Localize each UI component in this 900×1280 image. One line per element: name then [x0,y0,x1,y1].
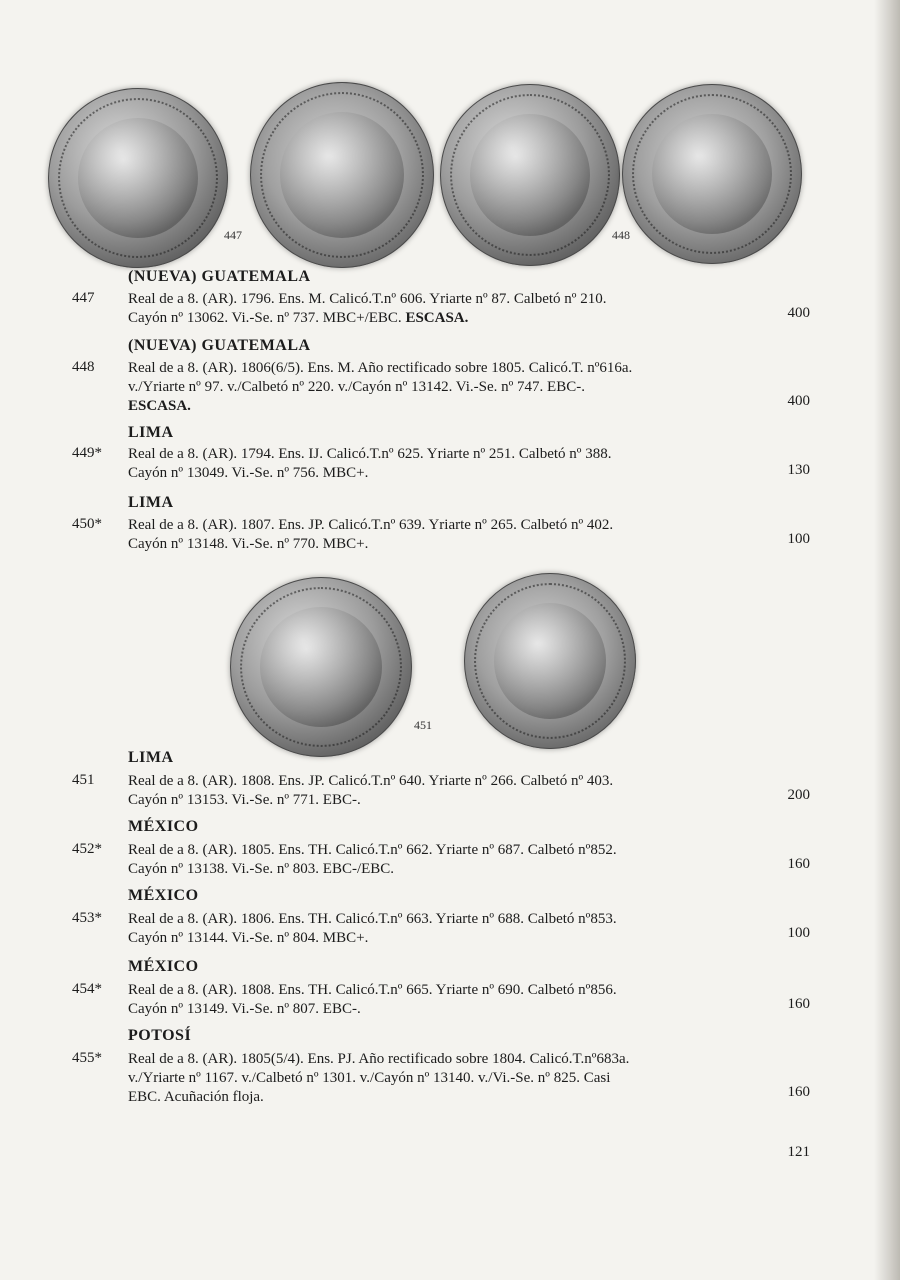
lot-description-line: Real de a 8. (AR). 1806. Ens. TH. Calicó.T.nº 663. Yriarte nº 688. Calbetó nº853. [128,911,617,927]
coin-451-reverse [464,573,636,749]
lot-heading: LIMA [128,494,174,511]
lot-description-line: Cayón nº 13062. Vi.-Se. nº 737. MBC+/EBC. [128,310,402,326]
lot-number: 452* [72,841,102,857]
lot-price: 100 [787,531,810,547]
lot-number: 447 [72,290,95,306]
lot-number: 450* [72,516,102,532]
lot-number: 454* [72,981,102,997]
lot-price: 160 [787,996,810,1012]
lot-description-line: Real de a 8. (AR). 1794. Ens. IJ. Calicó.T.nº 625. Yriarte nº 251. Calbetó nº 388. [128,446,612,462]
lot-description-line: Real de a 8. (AR). 1805(5/4). Ens. PJ. Año rectificado sobre 1804. Calicó.T.nº683a. [128,1051,630,1067]
lot-description-line: Real de a 8. (AR). 1808. Ens. JP. Calicó.T.nº 640. Yriarte nº 266. Calbetó nº 403. [128,773,614,789]
lot-number: 453* [72,910,102,926]
lot-description-line: Real de a 8. (AR). 1806(6/5). Ens. M. Año rectificado sobre 1805. Calicó.T. nº616a. [128,360,633,376]
lot-number: 449* [72,445,102,461]
coin-label-447: 447 [224,228,242,242]
lot-heading: (NUEVA) GUATEMALA [128,337,311,354]
lot-description-line: EBC. Acuñación floja. [128,1089,264,1105]
lot-description-line: Cayón nº 13153. Vi.-Se. nº 771. EBC-. [128,792,361,808]
lot-heading: MÉXICO [128,887,199,904]
page-edge [874,0,900,1280]
lot-heading: LIMA [128,424,174,441]
lot-price: 200 [787,787,810,803]
lot-description-line: Real de a 8. (AR). 1796. Ens. M. Calicó.T.nº 606. Yriarte nº 87. Calbetó nº 210. [128,291,607,307]
lot-heading: MÉXICO [128,958,199,975]
coin-448-obverse [440,84,620,266]
lot-number: 455* [72,1050,102,1066]
lot-number: 448 [72,359,95,375]
lot-description-line: Cayón nº 13149. Vi.-Se. nº 807. EBC-. [128,1001,361,1017]
lot-description-line: Cayón nº 13144. Vi.-Se. nº 804. MBC+. [128,930,369,946]
lot-rarity: ESCASA. [405,310,469,326]
lot-price: 100 [787,925,810,941]
lot-description-line: Cayón nº 13049. Vi.-Se. nº 756. MBC+. [128,465,369,481]
lot-description-line: Real de a 8. (AR). 1805. Ens. TH. Calicó.T.nº 662. Yriarte nº 687. Calbetó nº852. [128,842,617,858]
coin-label-448: 448 [612,228,630,242]
lot-description-line: Real de a 8. (AR). 1807. Ens. JP. Calicó.T.nº 639. Yriarte nº 265. Calbetó nº 402. [128,517,614,533]
coin-451-obverse [230,577,412,757]
lot-price: 160 [787,1084,810,1100]
coin-447-reverse [250,82,434,268]
lot-heading: POTOSÍ [128,1027,192,1044]
lot-description-line: Real de a 8. (AR). 1808. Ens. TH. Calicó.T.nº 665. Yriarte nº 690. Calbetó nº856. [128,982,617,998]
lot-price: 130 [787,462,810,478]
page-number: 121 [787,1144,810,1160]
coin-448-reverse [622,84,802,264]
lot-description-line: Cayón nº 13148. Vi.-Se. nº 770. MBC+. [128,536,369,552]
lot-price: 400 [787,305,810,321]
lot-description-line: Cayón nº 13138. Vi.-Se. nº 803. EBC-/EBC. [128,861,395,877]
coin-label-451: 451 [414,718,432,732]
lot-rarity: ESCASA. [128,398,191,414]
lot-heading: MÉXICO [128,818,199,835]
lot-number: 451 [72,772,95,788]
lot-price: 160 [787,856,810,872]
lot-description-line: v./Yriarte nº 97. v./Calbetó nº 220. v./Cayón nº 13142. Vi.-Se. nº 747. EBC-. [128,379,585,395]
lot-heading: LIMA [128,749,174,766]
coin-447-obverse [48,88,228,268]
lot-price: 400 [787,393,810,409]
lot-heading: (NUEVA) GUATEMALA [128,268,311,285]
lot-description-line: v./Yriarte nº 1167. v./Calbetó nº 1301. v./Cayón nº 13140. v./Vi.-Se. nº 825. Casi [128,1070,611,1086]
